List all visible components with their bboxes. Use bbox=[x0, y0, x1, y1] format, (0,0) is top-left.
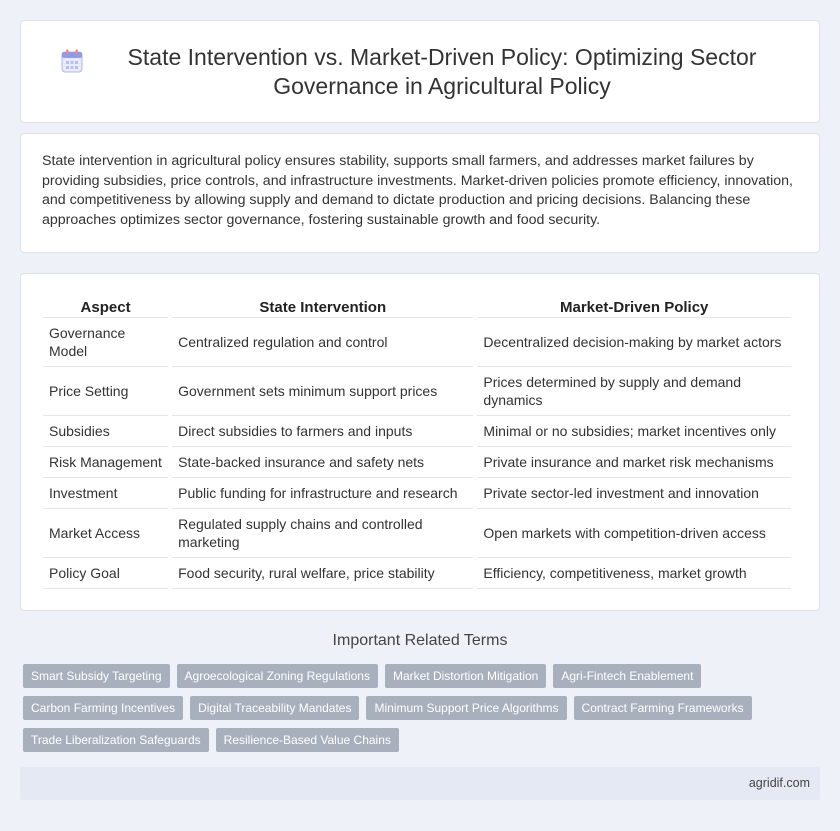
tag-trade-liberalization-safeguards[interactable]: Trade Liberalization Safeguards bbox=[23, 728, 209, 752]
title-wrap bbox=[61, 43, 779, 101]
cell-state: Direct subsidies to farmers and inputs bbox=[172, 416, 473, 447]
cell-market: Minimal or no subsidies; market incentives only bbox=[477, 416, 791, 447]
cell-state: Regulated supply chains and controlled marketing bbox=[172, 509, 473, 558]
tag-agri-fintech-enablement[interactable]: Agri-Fintech Enablement bbox=[553, 664, 701, 688]
tag-agroecological-zoning[interactable]: Agroecological Zoning Regulations bbox=[177, 664, 378, 688]
table-row bbox=[43, 478, 791, 509]
header-market-driven: Market-Driven Policy bbox=[477, 294, 791, 318]
cell-market: Decentralized decision-making by market actors bbox=[477, 318, 791, 367]
tag-row bbox=[23, 696, 813, 720]
cell-state: Public funding for infrastructure and research bbox=[172, 478, 473, 509]
tag-market-distortion-mitigation[interactable]: Market Distortion Mitigation bbox=[385, 664, 546, 688]
related-terms-title: Important Related Terms bbox=[332, 632, 508, 649]
tag-contract-farming-frameworks[interactable]: Contract Farming Frameworks bbox=[574, 696, 752, 720]
tag-digital-traceability-mandates[interactable]: Digital Traceability Mandates bbox=[190, 696, 359, 720]
cell-market: Efficiency, competitiveness, market growth bbox=[477, 558, 791, 589]
related-terms-tags bbox=[23, 664, 813, 760]
cell-state: Food security, rural welfare, price stability bbox=[172, 558, 473, 589]
table-row bbox=[43, 558, 791, 589]
footer-site-link[interactable]: agridif.com bbox=[748, 776, 810, 790]
cell-market: Open markets with competition-driven access bbox=[477, 509, 791, 558]
page-title: State Intervention vs. Market-Driven Policy: Optimizing Sector Governance in Agricultural Policy bbox=[127, 43, 757, 99]
intro-card bbox=[20, 133, 820, 253]
comparison-card bbox=[20, 273, 820, 611]
tag-resilience-based-value-chains[interactable]: Resilience-Based Value Chains bbox=[216, 728, 399, 752]
tag-row bbox=[23, 664, 813, 688]
tag-row bbox=[23, 728, 813, 752]
table-row bbox=[43, 509, 791, 558]
table-row bbox=[43, 367, 791, 416]
cell-state: Centralized regulation and control bbox=[172, 318, 473, 367]
tag-carbon-farming-incentives[interactable]: Carbon Farming Incentives bbox=[23, 696, 183, 720]
table-row bbox=[43, 416, 791, 447]
cell-aspect: Price Setting bbox=[43, 367, 168, 416]
intro-paragraph: State intervention in agricultural policy ensures stability, supports small farmers, and addresses market failures by providing subsidies, price controls, and infrastructure investments. Market-driven policies promote efficiency, innovation, and competitiveness by allowing supply and demand to dictate production and pricing decisions. Balancing these approaches optimizes sector governance, fostering sustainable growth and food security. bbox=[42, 153, 793, 228]
cell-state: State-backed insurance and safety nets bbox=[172, 447, 473, 478]
tag-smart-subsidy-targeting[interactable]: Smart Subsidy Targeting bbox=[23, 664, 170, 688]
cell-aspect: Policy Goal bbox=[43, 558, 168, 589]
cell-aspect: Investment bbox=[43, 478, 168, 509]
header-aspect: Aspect bbox=[43, 294, 168, 318]
cell-state: Government sets minimum support prices bbox=[172, 367, 473, 416]
table-row bbox=[43, 318, 791, 367]
table-header-row bbox=[43, 294, 791, 318]
cell-market: Prices determined by supply and demand dynamics bbox=[477, 367, 791, 416]
cell-aspect: Governance Model bbox=[43, 318, 168, 367]
cell-aspect: Risk Management bbox=[43, 447, 168, 478]
cell-aspect: Market Access bbox=[43, 509, 168, 558]
table-row bbox=[43, 447, 791, 478]
calendar-icon bbox=[61, 49, 83, 73]
cell-market: Private insurance and market risk mechanisms bbox=[477, 447, 791, 478]
comparison-table bbox=[39, 294, 795, 589]
title-card bbox=[20, 20, 820, 123]
cell-aspect: Subsidies bbox=[43, 416, 168, 447]
footer bbox=[20, 767, 820, 800]
tag-minimum-support-price-algorithms[interactable]: Minimum Support Price Algorithms bbox=[366, 696, 566, 720]
cell-market: Private sector-led investment and innovation bbox=[477, 478, 791, 509]
header-state-intervention: State Intervention bbox=[172, 294, 473, 318]
